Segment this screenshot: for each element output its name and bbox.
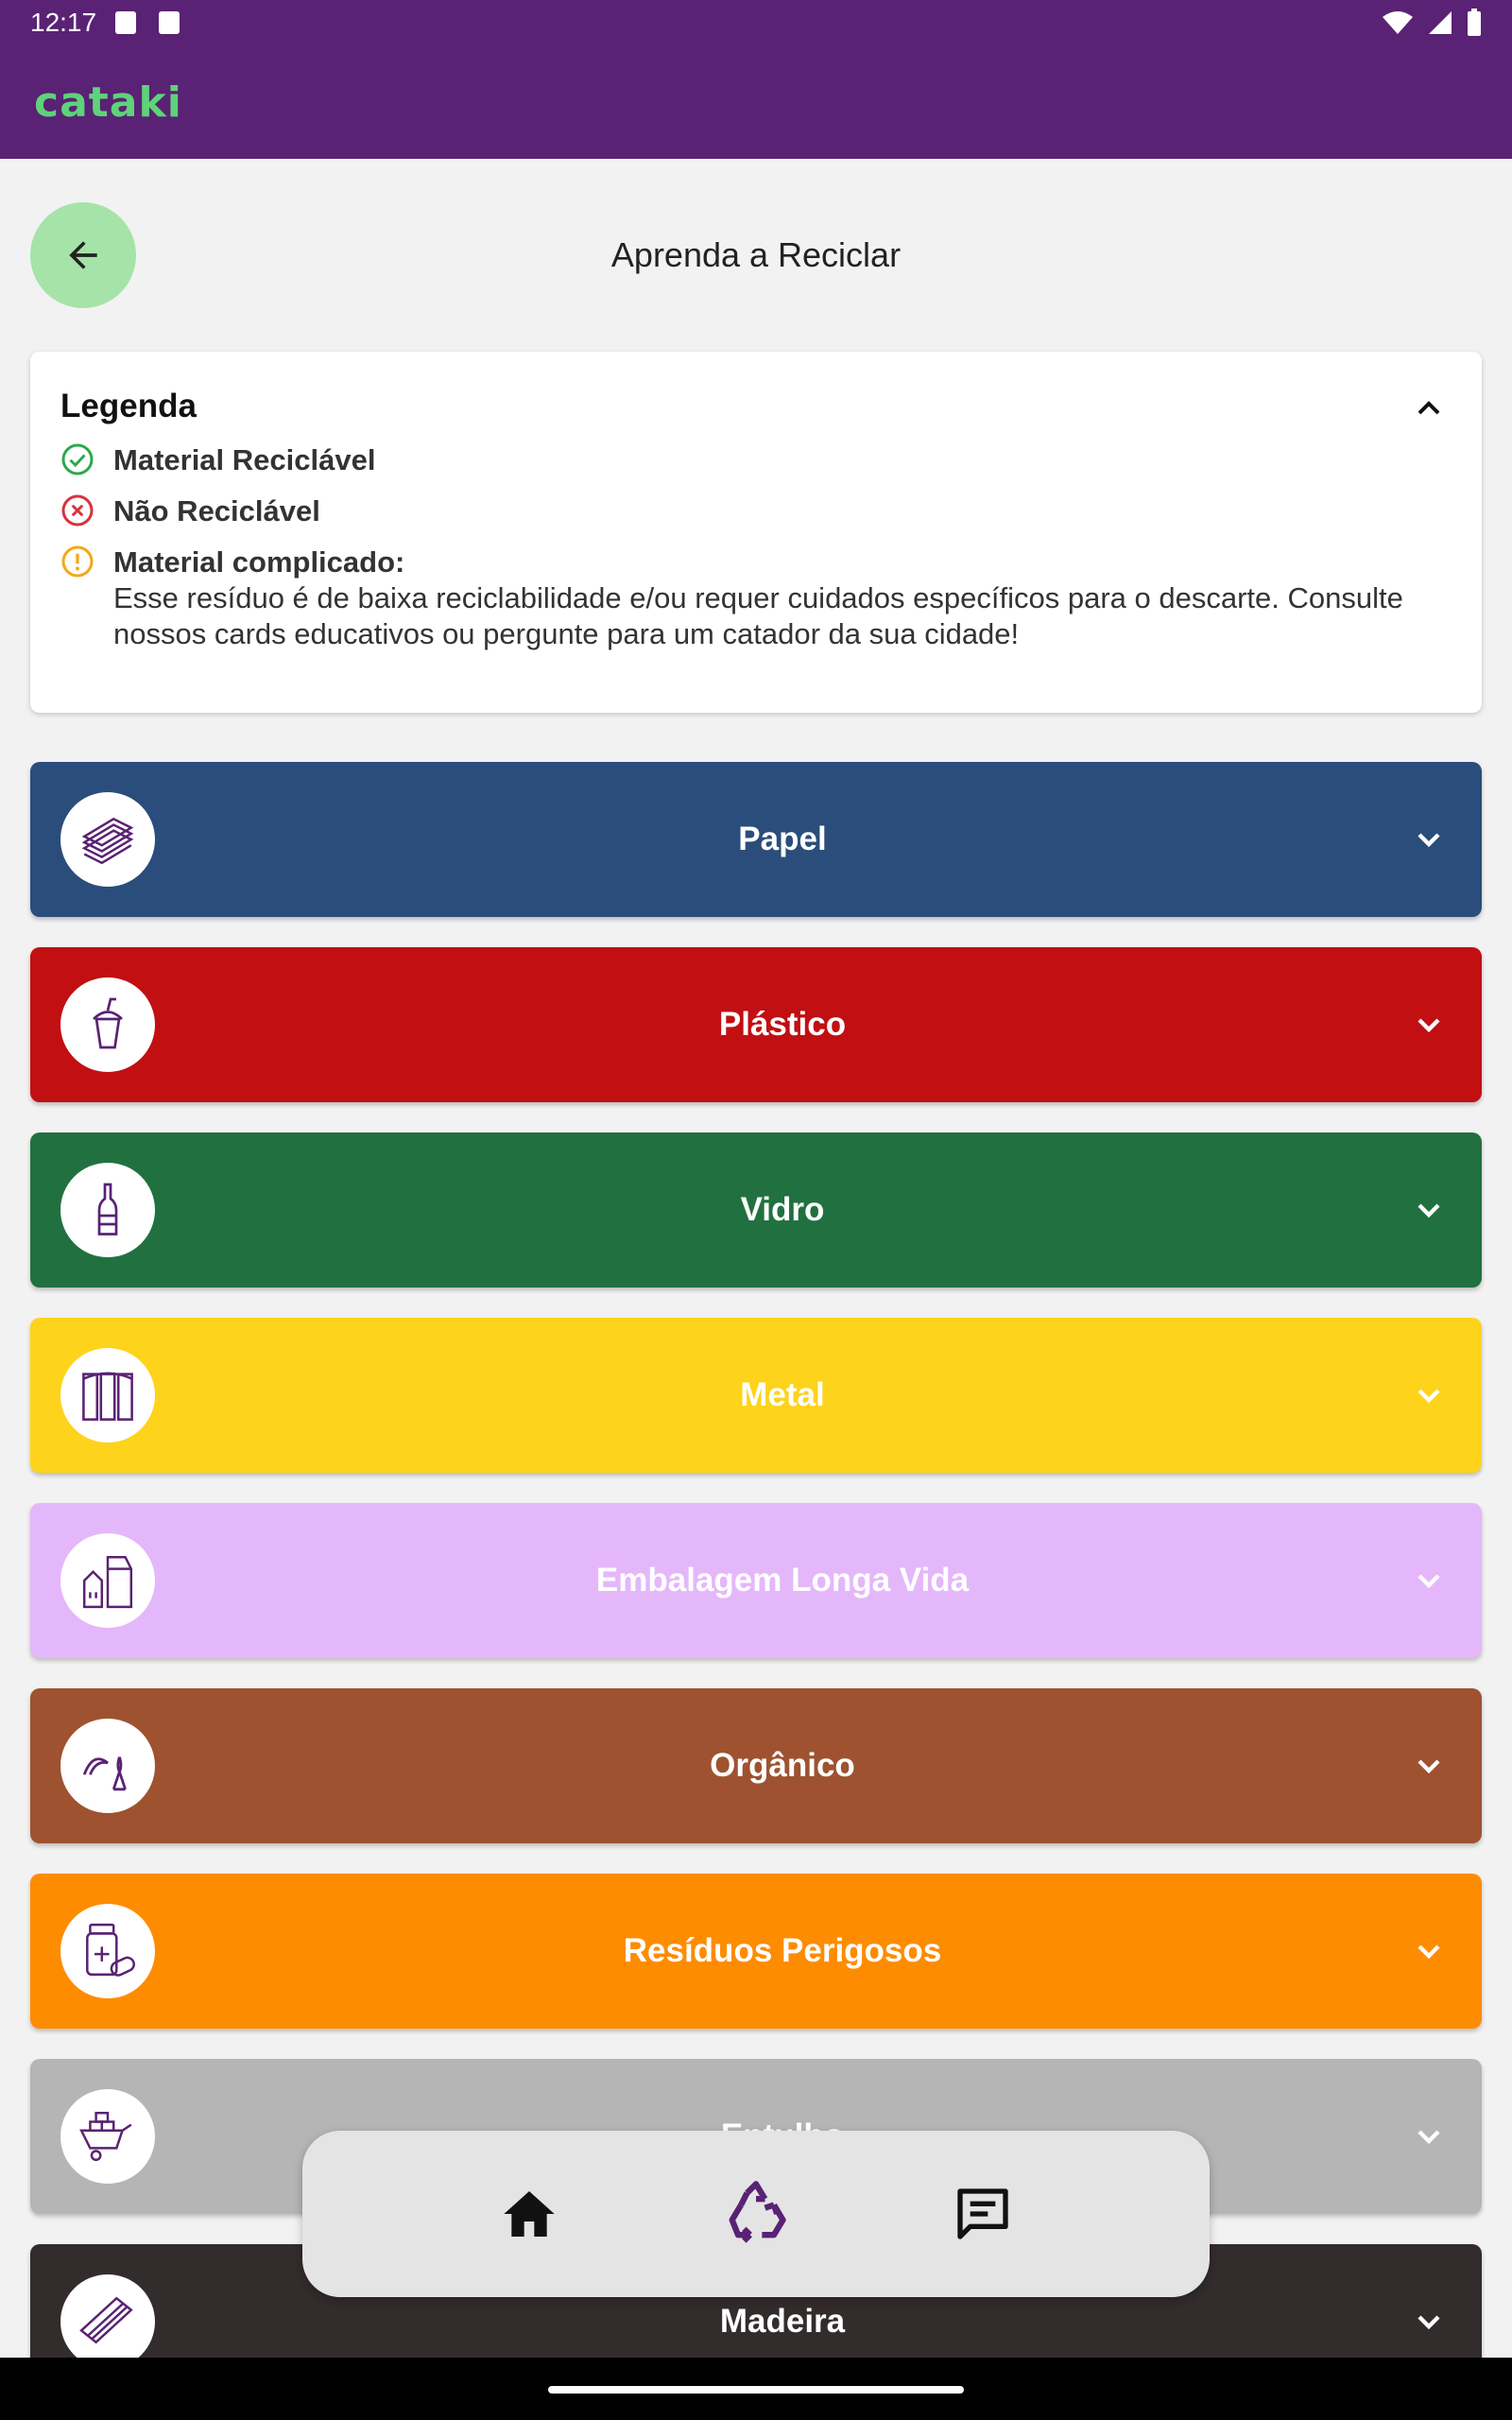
chevron-down-icon [1410, 1006, 1448, 1044]
page-title: Aprenda a Reciclar [610, 235, 902, 274]
keyboard-icon [159, 11, 180, 34]
chevron-down-icon [1410, 1562, 1448, 1599]
category-plastico[interactable] [30, 947, 1482, 1102]
category-label: Madeira [719, 2303, 846, 2340]
category-label: Vidro [740, 1191, 825, 1228]
legend-label: Material Reciclável [113, 443, 376, 476]
legend-item-complicated [60, 544, 1452, 652]
chevron-down-icon [1410, 821, 1448, 858]
app-logo: cataki [34, 78, 182, 127]
recycle-icon [720, 2178, 792, 2250]
nav-recycle-button[interactable] [713, 2171, 799, 2256]
wifi-icon [1382, 9, 1414, 36]
nav-chat-button[interactable] [940, 2171, 1025, 2256]
category-embalagem-longa-vida[interactable] [30, 1503, 1482, 1658]
chevron-down-icon [1410, 1932, 1448, 1970]
legend-title: Legenda [60, 388, 197, 424]
category-metal[interactable] [30, 1318, 1482, 1473]
legend-label: Material complicado: [113, 545, 405, 579]
chevron-down-icon [1410, 2118, 1448, 2155]
chevron-down-icon [1410, 1747, 1448, 1785]
legend-description: Esse resíduo é de baixa reciclabilidade e/ou requer cuidados específicos para o descarte. Consulte nossos cards educativos ou pergunte para um catador da sua cidade! [113, 581, 1403, 650]
status-bar [0, 0, 1512, 45]
status-time: 12:17 [30, 8, 97, 37]
category-label: Embalagem Longa Vida [595, 1562, 970, 1599]
category-papel[interactable] [30, 762, 1482, 917]
arrow-left-icon [62, 234, 104, 276]
category-label: Plástico [718, 1006, 847, 1043]
legend-card [30, 352, 1482, 713]
category-label: Orgânico [710, 1747, 855, 1784]
chat-icon [953, 2184, 1013, 2244]
chevron-down-icon [1410, 2303, 1448, 2341]
page-header [0, 159, 1512, 352]
nav-home-button[interactable] [487, 2171, 572, 2256]
battery-icon [1467, 9, 1482, 37]
system-navigation-bar [0, 2358, 1512, 2420]
legend-item-recyclable [60, 442, 1452, 478]
app-bar [0, 45, 1512, 159]
back-button[interactable] [30, 202, 136, 308]
chevron-up-icon[interactable] [1410, 389, 1448, 427]
category-label: Metal [740, 1376, 825, 1413]
category-residuos-perigosos[interactable] [30, 1874, 1482, 2029]
check-circle-icon [60, 442, 94, 476]
x-circle-icon [60, 493, 94, 527]
category-label: Papel [738, 821, 827, 857]
warning-circle-icon [60, 544, 94, 579]
chevron-down-icon [1410, 1191, 1448, 1229]
bottom-navigation [302, 2131, 1210, 2297]
home-icon [499, 2184, 559, 2244]
signal-icon [1427, 9, 1453, 36]
legend-item-not-recyclable [60, 493, 1452, 529]
legend-label: Não Reciclável [113, 494, 320, 527]
home-indicator[interactable] [548, 2386, 964, 2394]
category-organico[interactable] [30, 1688, 1482, 1843]
sd-card-icon [115, 11, 136, 34]
category-vidro[interactable] [30, 1132, 1482, 1288]
category-label: Resíduos Perigosos [623, 1932, 942, 1969]
chevron-down-icon [1410, 1376, 1448, 1414]
